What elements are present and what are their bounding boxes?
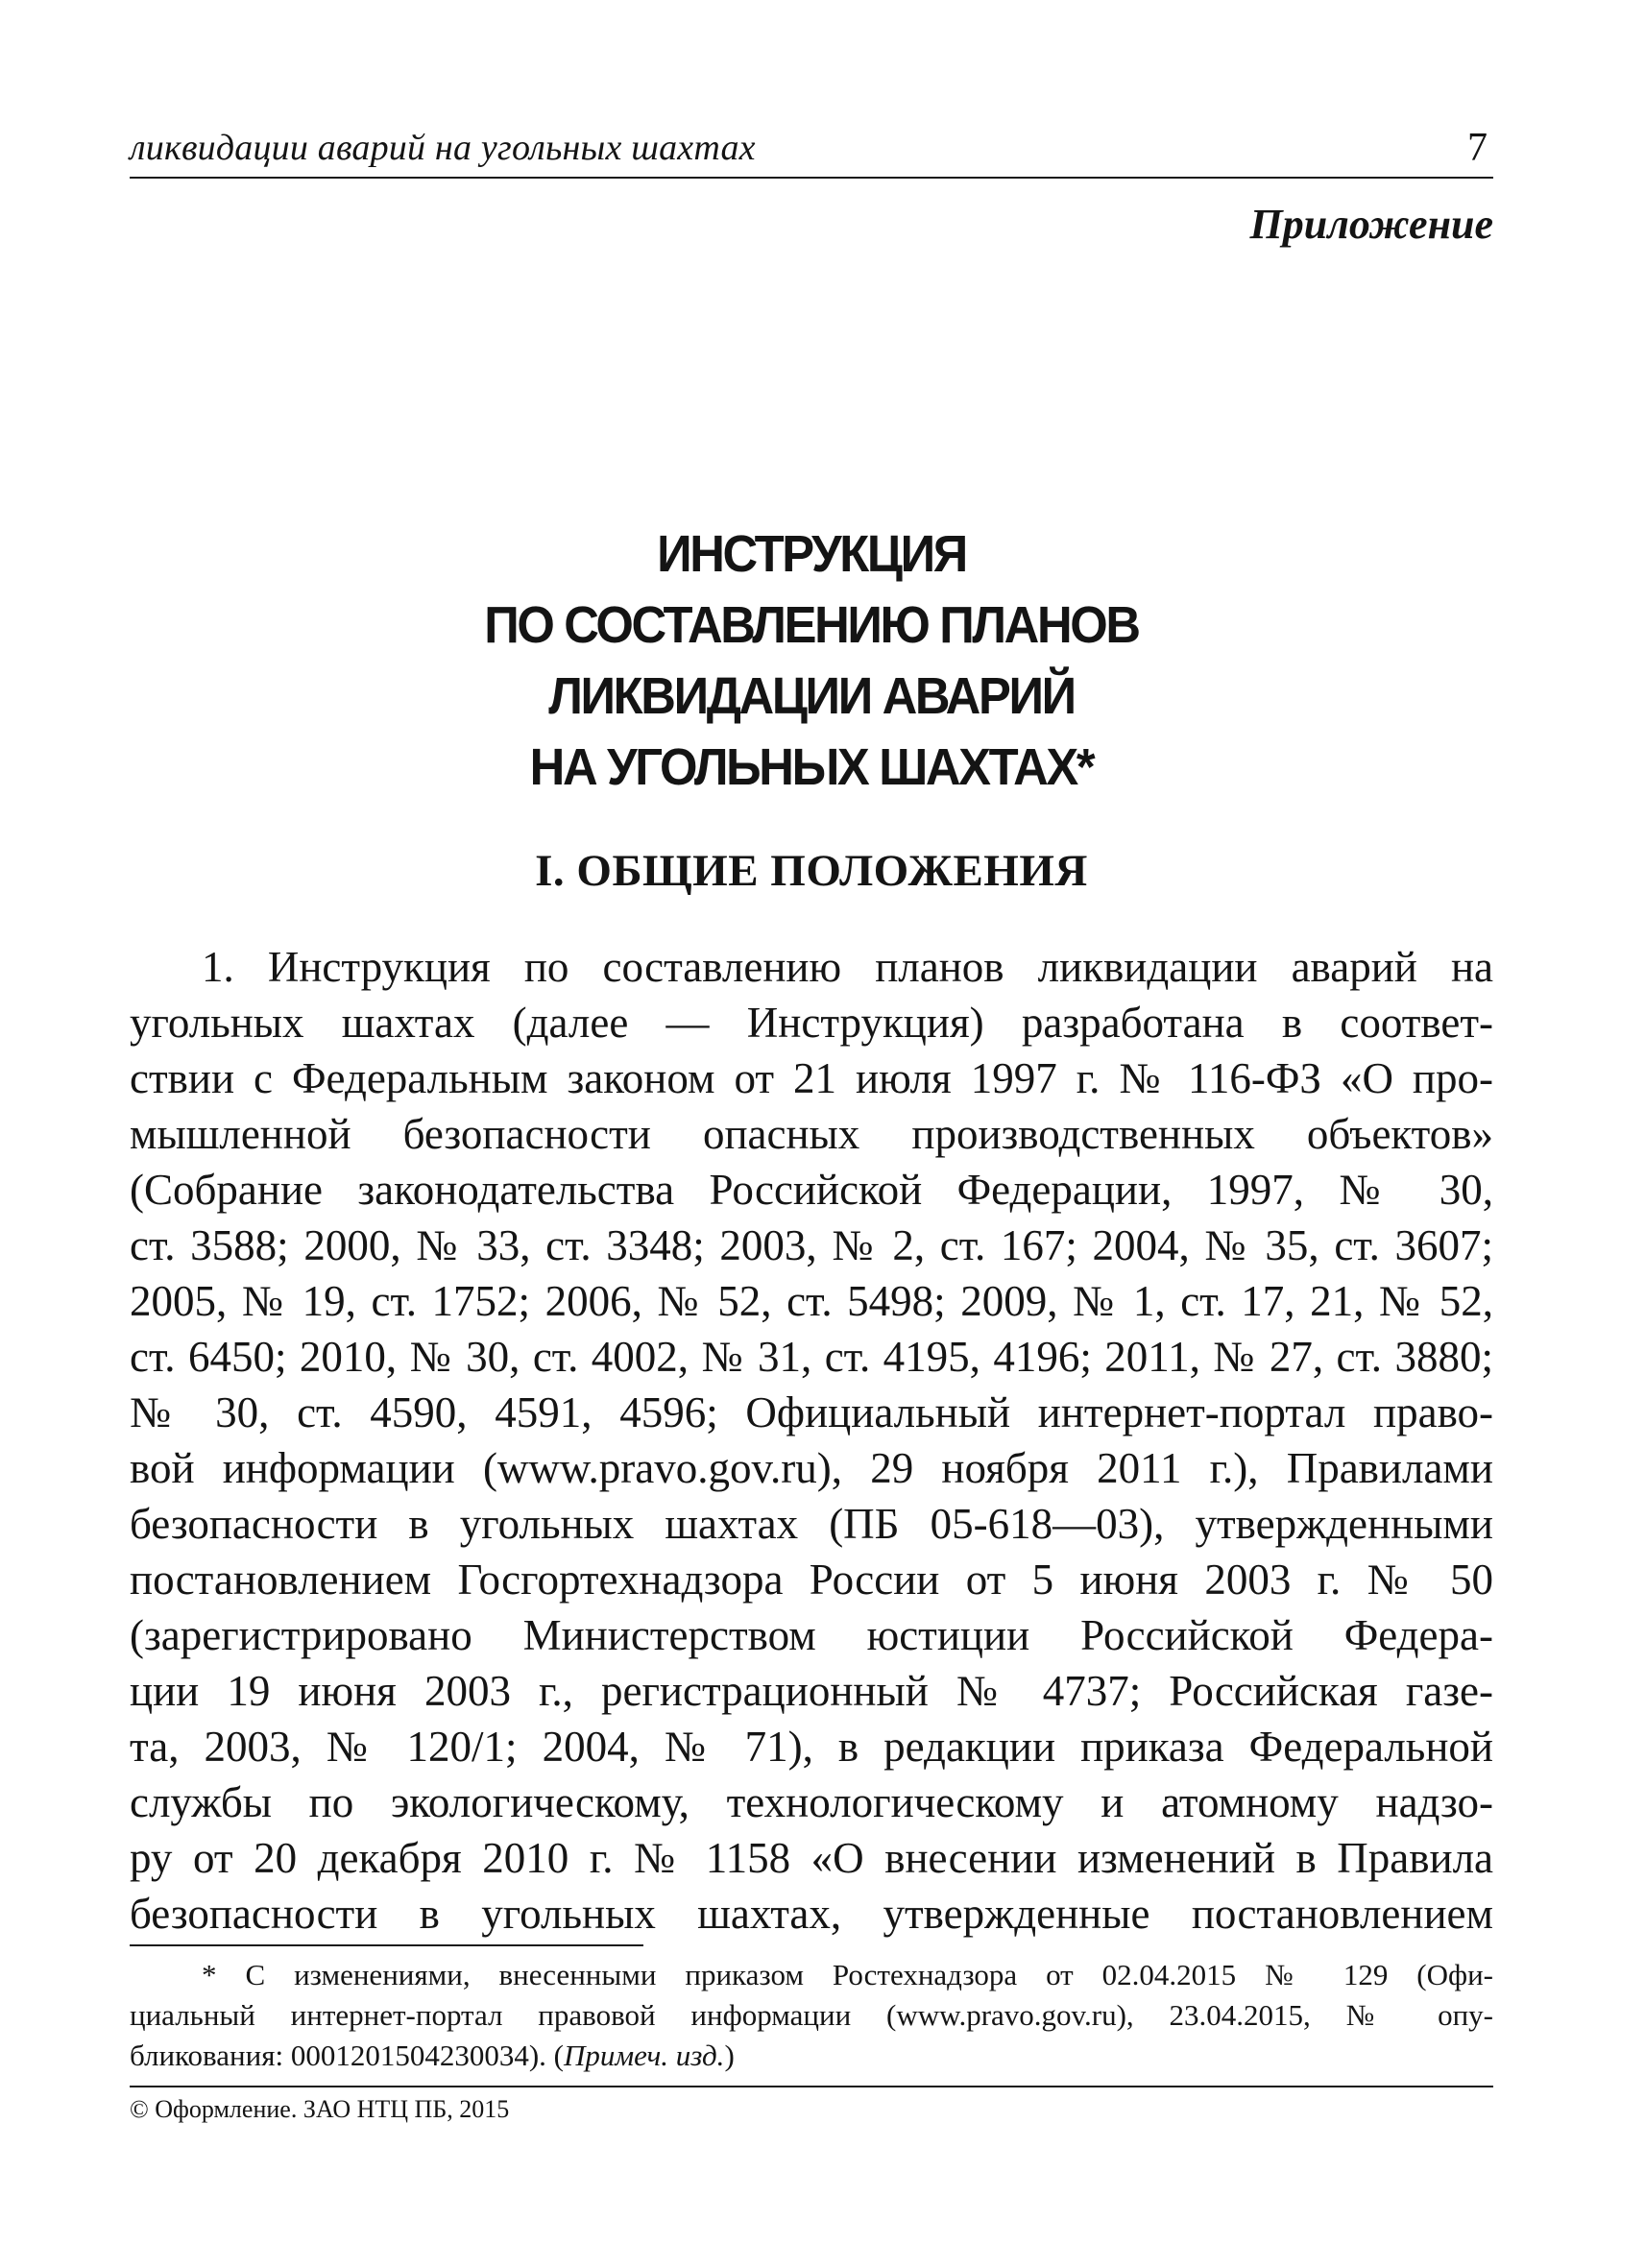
body-line: та, 2003, № 120/1; 2004, № 71), в редакции приказа Федеральной <box>130 1723 1493 1771</box>
body-line: ст. 3588; 2000, № 33, ст. 3348; 2003, № 2, ст. 167; 2004, № 35, ст. 3607; <box>130 1221 1493 1269</box>
title-line: ИНСТРУКЦИЯ <box>657 525 966 583</box>
footnote <box>130 1955 1493 2076</box>
body-line: вой информации (www.pravo.gov.ru), 29 ноября 2011 г.), Правилами <box>130 1444 1493 1492</box>
footnote-note: Примеч. изд. <box>564 2039 725 2072</box>
footnote-text: бликования: 0001201504230034). <box>130 2039 546 2072</box>
body-paragraph <box>130 939 1493 1942</box>
body-line: (зарегистрировано Министерством юстиции Российской Федера- <box>130 1611 1493 1659</box>
footnote-divider <box>130 1944 643 1946</box>
body-line: (Собрание законодательства Российской Федерации, 1997, № 30, <box>130 1166 1493 1214</box>
running-header <box>130 123 1493 179</box>
section-heading: I. ОБЩИЕ ПОЛОЖЕНИЯ <box>535 846 1088 896</box>
footer-divider <box>130 2086 1493 2087</box>
body-line: 1. Инструкция по составлению планов ликвидации аварий на <box>202 943 1493 991</box>
body-line: безопасности в угольных шахтах (ПБ 05-618—03), утвержденными <box>130 1500 1493 1548</box>
title-line: НА УГОЛЬНЫХ ШАХТАХ* <box>529 738 1094 796</box>
body-line: постановлением Госгортехнадзора России от 5 июня 2003 г. № 50 <box>130 1556 1493 1604</box>
document-title <box>171 519 1453 803</box>
body-line: службы по экологическому, технологическому и атомному надзо- <box>130 1778 1493 1826</box>
page-number: 7 <box>1467 126 1488 170</box>
body-line: мышленной безопасности опасных производственных объектов» <box>130 1110 1493 1158</box>
copyright-notice: © Оформление. ЗАО НТЦ ПБ, 2015 <box>130 2095 510 2123</box>
body-line: ствии с Федеральным законом от 21 июля 1997 г. № 116-ФЗ «О про- <box>130 1054 1493 1102</box>
body-line: ру от 20 декабря 2010 г. № 1158 «О внесении изменений в Правила <box>130 1834 1493 1882</box>
footnote-line: * С изменениями, внесенными приказом Ростехнадзора от 02.04.2015 № 129 (Офи- <box>202 1958 1493 1991</box>
body-line: угольных шахтах (далее — Инструкция) разработана в соответ- <box>130 999 1493 1047</box>
running-title: ликвидации аварий на угольных шахтах <box>130 128 756 168</box>
body-line: № 30, ст. 4590, 4591, 4596; Официальный интернет-портал право- <box>130 1388 1493 1436</box>
title-line: ПО СОСТАВЛЕНИЮ ПЛАНОВ <box>484 596 1139 654</box>
footnote-line: циальный интернет-портал правовой информации (www.pravo.gov.ru), 23.04.2015, № опу- <box>130 1998 1493 2032</box>
body-line: ции 19 июня 2003 г., регистрационный № 4737; Российская газе- <box>130 1667 1493 1715</box>
body-line: 2005, № 19, ст. 1752; 2006, № 52, ст. 5498; 2009, № 1, ст. 17, 21, № 52, <box>130 1277 1493 1325</box>
appendix-label: Приложение <box>1249 201 1493 248</box>
title-line: ЛИКВИДАЦИИ АВАРИЙ <box>548 667 1075 725</box>
footnote-line-last: бликования: 0001201504230034). (Примеч. изд.) <box>130 2039 735 2072</box>
body-line: безопасности в угольных шахтах, утвержденные постановлением <box>130 1890 1493 1938</box>
body-line: ст. 6450; 2010, № 30, ст. 4002, № 31, ст. 4195, 4196; 2011, № 27, ст. 3880; <box>130 1333 1493 1381</box>
